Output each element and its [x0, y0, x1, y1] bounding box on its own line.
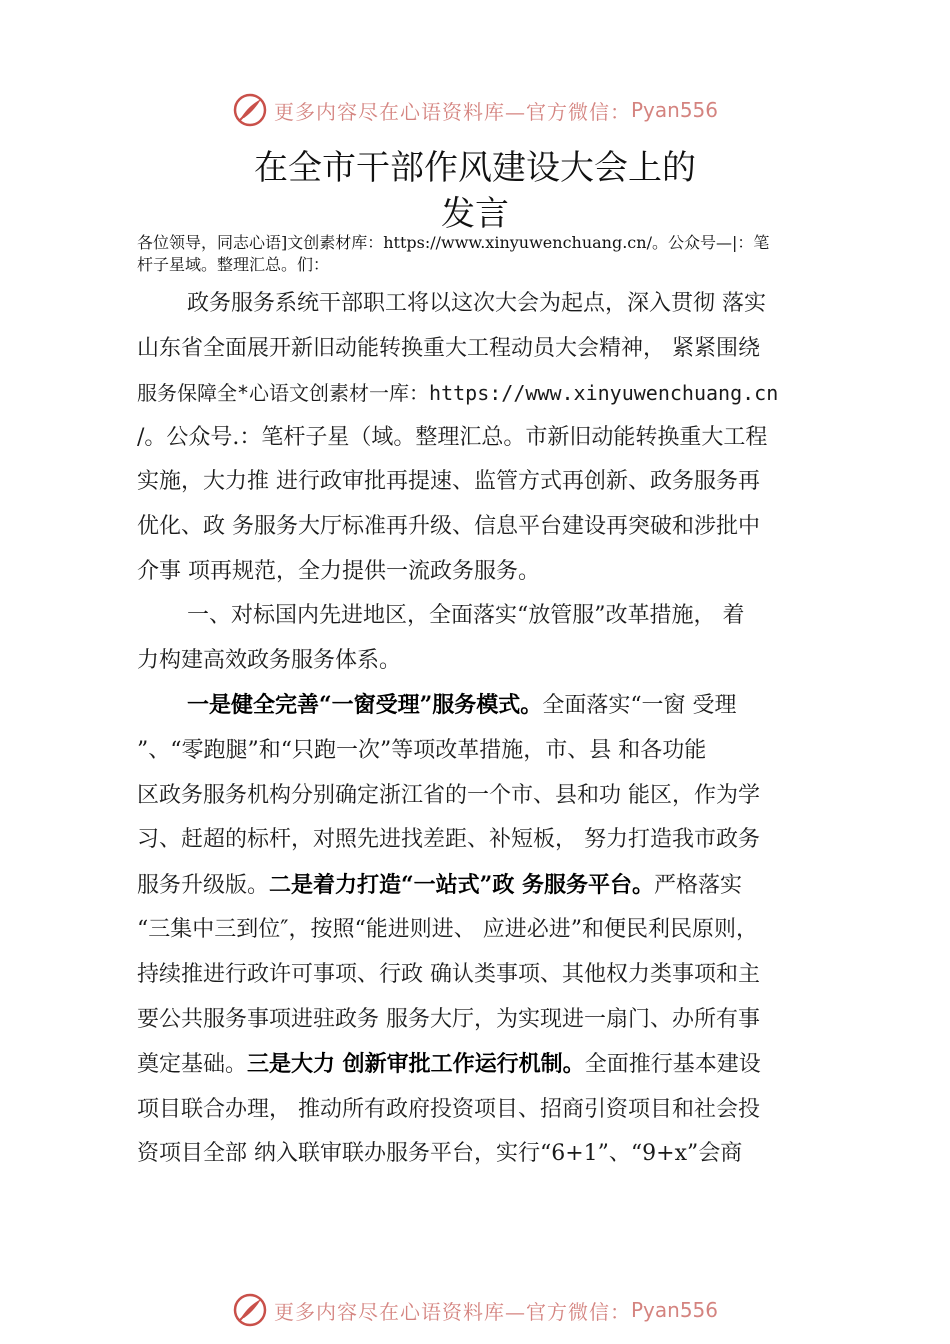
banner-text: 更多内容尽在心语资料库—官方微信：: [273, 1299, 631, 1324]
text-line: 习、赶超的标杆，对照先进找差距、补短板， 努力打造我市政务: [137, 827, 760, 853]
text-line: 区政务服务机构分别确定浙江省的一个市、县和功 能区，作为学: [137, 782, 760, 808]
quill-logo-icon: [232, 92, 268, 128]
text-line: 优化、政 务服务大厅标准再升级、信息平台建设再突破和涉批中: [137, 513, 760, 539]
footer-banner: [0, 1290, 950, 1330]
text-line: [137, 683, 832, 729]
banner-text: 更多内容尽在心语资料库—官方微信：: [273, 99, 631, 124]
bold-heading: 一是健全完善“一窗受理”服务模式。: [187, 692, 543, 719]
text-segment: 严格落实: [654, 872, 743, 898]
intro-text: [137, 232, 832, 276]
paragraph-2: [137, 594, 832, 683]
text-line: 要公共服务事项进驻政务 服务大厅，为实现进一扇门、办所有事: [137, 1006, 760, 1032]
text-line: 资项目全部 纳入联审联办服务平台，实行“6+1”、“9+x”会商: [137, 1141, 743, 1167]
text-line: 服务保障全*心语文创素材一库：https://www.xinyuwenchuang.cn: [137, 381, 779, 406]
intro-line: 杆子星域。整理汇总。们：: [137, 255, 330, 274]
bold-heading: 二是着力打造“一站式”政 务服务平台。: [269, 871, 654, 898]
text-segment: 服务升级版。: [137, 872, 270, 898]
text-line: 山东省全面展开新旧动能转换重大工程动员大会精神， 紧紧围绕: [137, 335, 760, 361]
text-line: 实施，大力推 进行政审批再提速、监管方式再创新、政务服务再: [137, 469, 760, 495]
header-banner: [0, 90, 950, 130]
paragraph-3: [137, 683, 832, 1177]
text-line: 项目联合办理， 推动所有政府投资项目、招商引资项目和社会投: [137, 1096, 760, 1122]
text-line: ”、“零跑腿”和“只跑一次”等项改革措施，市、县 和各功能: [137, 737, 707, 763]
text-line: [137, 1042, 832, 1088]
paragraph-1: [137, 282, 832, 594]
text-line: [137, 863, 832, 909]
text-segment: 全面推行基本建设: [584, 1052, 761, 1078]
text-line: 力构建高效政务服务体系。: [137, 647, 402, 673]
banner-wechat-id: Pyan556: [630, 98, 718, 122]
page-title-line2: 发言: [441, 194, 509, 234]
intro-line: 各位领导，同志心语]文创素材库：https://www.xinyuwenchuang.cn/。公众号—|：笔: [137, 233, 770, 252]
text-segment: 全面落实“一窗 受理: [542, 693, 737, 719]
text-line: 政务服务系统干部职工将以这次大会为起点，深入贯彻 落实: [187, 291, 766, 316]
text-line: /。公众号.：笔杆子星（域。整理汇总。市新旧动能转换重大工程: [137, 424, 768, 450]
text-segment: 奠定基础。: [137, 1052, 248, 1078]
page-title-line1: 在全市干部作风建设大会上的: [254, 148, 696, 188]
text-line: “三集中三到位″，按照“能进则进、 应进必进”和便民利民原则，: [137, 917, 758, 943]
text-line: 一、对标国内先进地区，全面落实“放管服”改革措施， 着: [187, 603, 745, 629]
bold-heading: 三是大力 创新审批工作运行机制。: [247, 1051, 585, 1078]
banner-wechat-id: Pyan556: [630, 1298, 718, 1322]
quill-logo-icon: [232, 1292, 268, 1328]
text-line: 介事 项再规范，全力提供一流政务服务。: [137, 558, 540, 584]
document-body: [137, 282, 832, 1177]
text-line: 持续推进行政许可事项、行政 确认类事项、其他权力类事项和主: [137, 961, 760, 987]
